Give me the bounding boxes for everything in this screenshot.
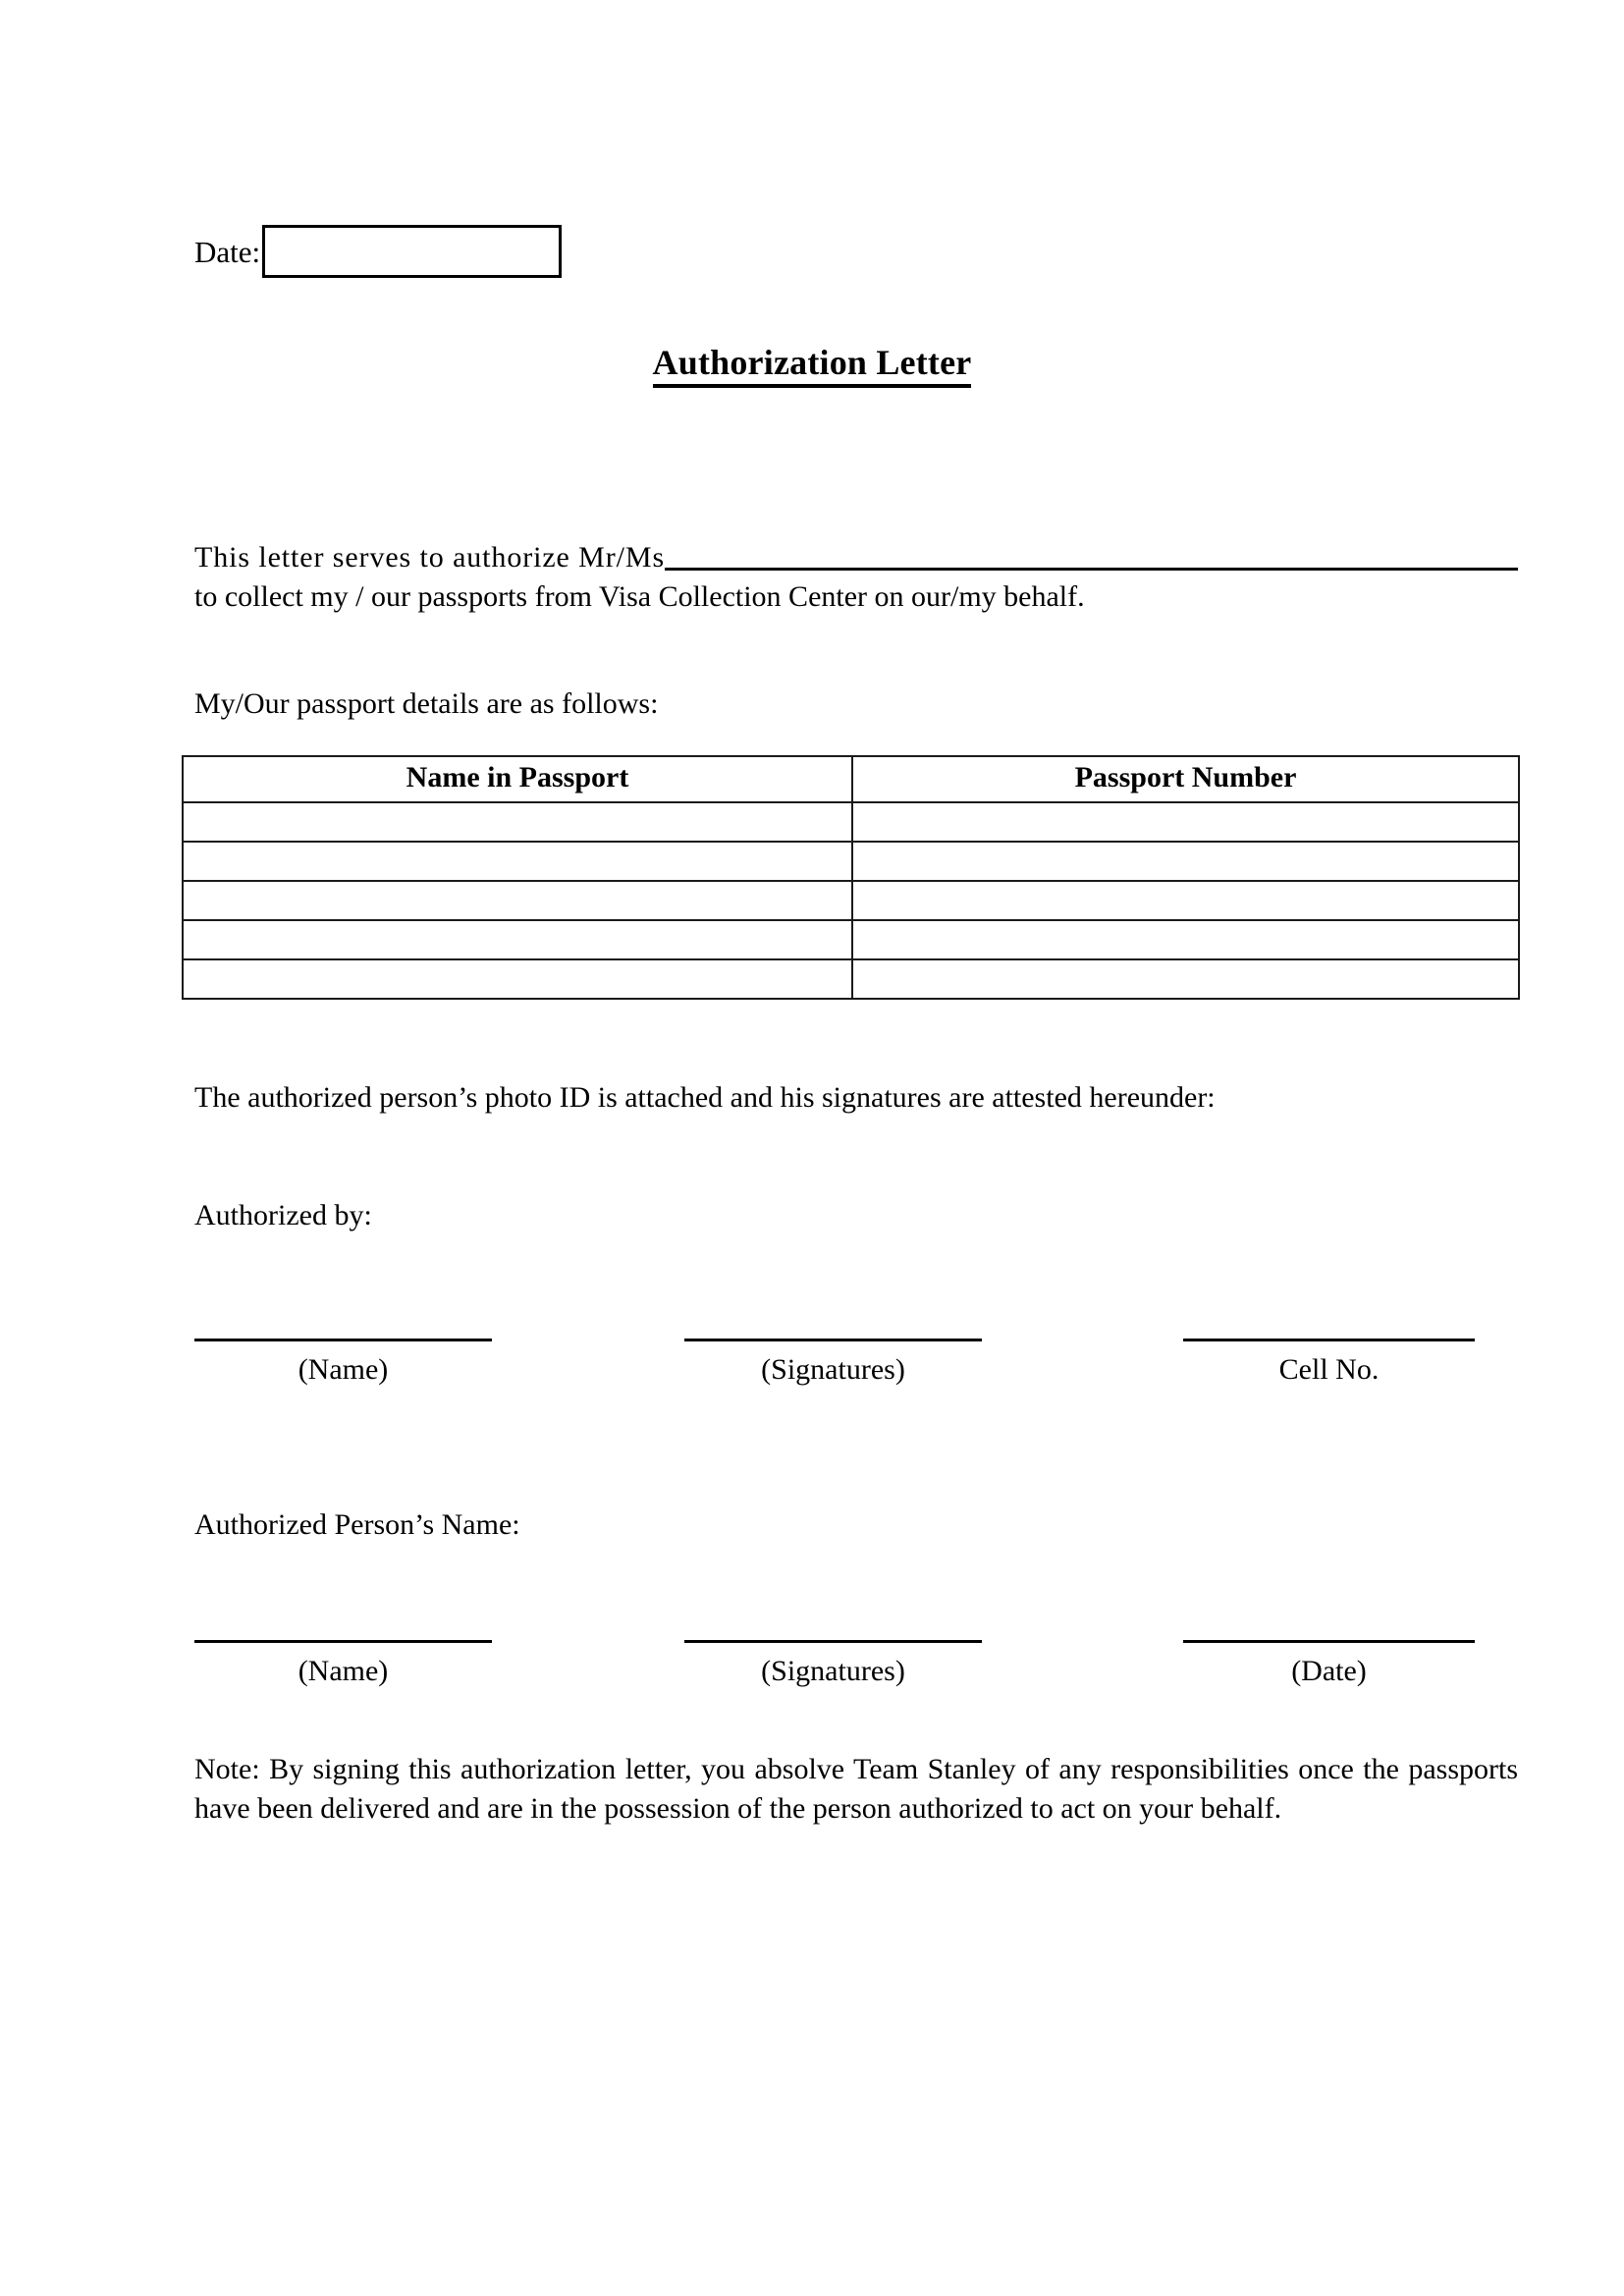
signature-caption: (Signatures)	[761, 1655, 905, 1687]
table-row	[183, 920, 1519, 959]
cell-number[interactable]	[852, 920, 1519, 959]
signature-block-authorizer	[194, 1339, 1518, 1427]
cell-number[interactable]	[852, 802, 1519, 842]
authorized-person-name-label: Authorized Person’s Name:	[194, 1508, 520, 1541]
signature-field-cell-no[interactable]	[1183, 1339, 1475, 1386]
authorized-by-label: Authorized by:	[194, 1199, 372, 1231]
note-paragraph: Note: By signing this authorization letter, you absolve Team Stanley of any responsibilities once the passports have been delivered and are in the possession of the person authorized to act on your behalf.	[194, 1753, 1518, 1825]
signature-block-authorized-person	[194, 1640, 1518, 1728]
table-row	[183, 802, 1519, 842]
passport-details-table	[182, 755, 1520, 1000]
table-row	[183, 881, 1519, 920]
authorized-name-fill-line[interactable]	[665, 568, 1518, 571]
signature-field-signature[interactable]	[684, 1339, 982, 1386]
cell-name[interactable]	[183, 920, 852, 959]
cell-number[interactable]	[852, 842, 1519, 881]
column-header-name: Name in Passport	[183, 756, 852, 802]
signature-field-signature[interactable]	[684, 1640, 982, 1687]
table-header-row	[183, 756, 1519, 802]
signature-field-name[interactable]	[194, 1640, 492, 1687]
column-header-number: Passport Number	[852, 756, 1519, 802]
table-row	[183, 842, 1519, 881]
date-row	[194, 221, 562, 282]
signature-caption: (Name)	[298, 1655, 389, 1687]
cell-name[interactable]	[183, 802, 852, 842]
date-input-box[interactable]	[262, 225, 562, 278]
authorize-name-line	[194, 538, 1518, 577]
page-title	[0, 342, 1624, 383]
cell-name[interactable]	[183, 959, 852, 999]
date-label: Date:	[194, 234, 261, 269]
cell-name[interactable]	[183, 842, 852, 881]
signature-field-date[interactable]	[1183, 1640, 1475, 1687]
authorization-paragraph	[194, 538, 1518, 617]
signature-caption: Cell No.	[1278, 1353, 1380, 1386]
page-title-text: Authorization Letter	[653, 343, 972, 388]
cell-name[interactable]	[183, 881, 852, 920]
cell-number[interactable]	[852, 881, 1519, 920]
authorize-prefix-text: This letter serves to authorize Mr/Ms	[194, 541, 666, 574]
photo-id-statement: The authorized person’s photo ID is attached and his signatures are attested hereunder:	[194, 1081, 1216, 1114]
signature-caption: (Date)	[1291, 1655, 1367, 1687]
signature-caption: (Name)	[298, 1353, 389, 1386]
passport-details-intro: My/Our passport details are as follows:	[194, 687, 659, 720]
cell-number[interactable]	[852, 959, 1519, 999]
table-row	[183, 959, 1519, 999]
signature-caption: (Signatures)	[761, 1353, 905, 1386]
authorize-second-line: to collect my / our passports from Visa Collection Center on our/my behalf.	[194, 579, 1085, 613]
signature-field-name[interactable]	[194, 1339, 492, 1386]
